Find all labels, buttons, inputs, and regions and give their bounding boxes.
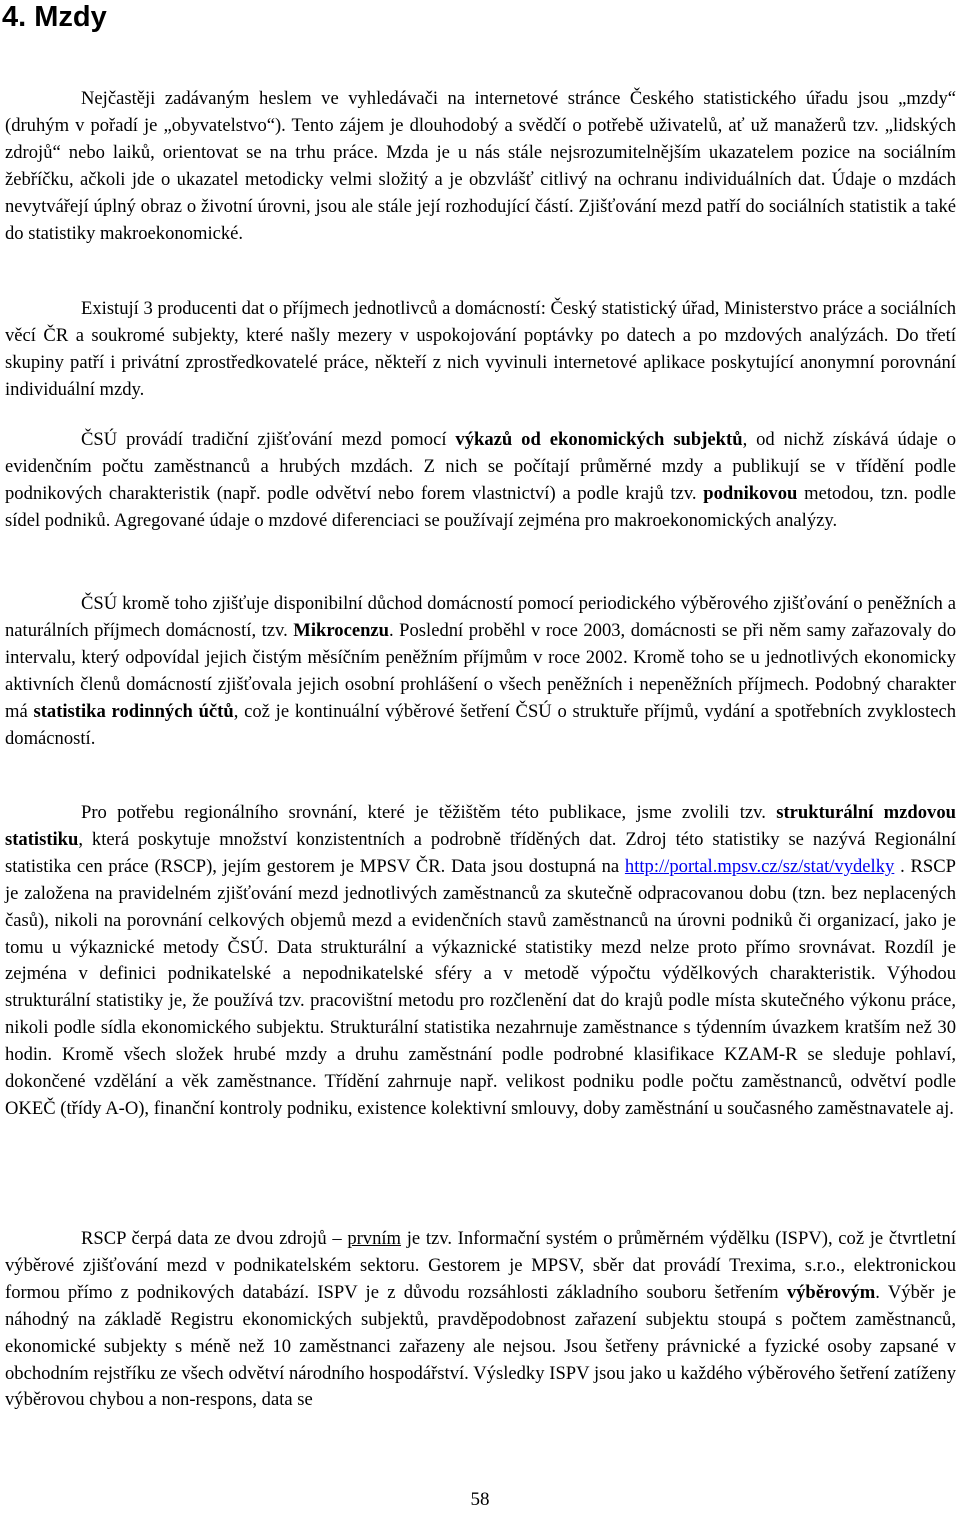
paragraph-csu-wage-survey (5, 427, 956, 535)
text-run: metodou, tzn. podle sídel podniků. Agregované údaje o mzdové diferenciaci se používají zejména pro makroekonomických analýzy. (5, 482, 956, 531)
paragraph-rscp-sources (5, 1226, 956, 1414)
text-run: . Výběr je náhodný na základě Registru ekonomických subjektů, pravděpodobnost zařazení subjektu stoupá s počtem zaměstnanců, ekonomické subjekty s méně než 10 zaměstnanci zařazeny ale nejsou. Jsou šetřeny právnické a fyzické osoby zapsané v obchodním rejstříku ze všech odvětví národního hospodářství. Výsledky ISPV jsou jako u každého výběrového šetření zatíženy výběrovou chybou a non-respons, data se (5, 1281, 956, 1411)
paragraph-microcensus (5, 591, 956, 752)
text-run: , od nichž získává údaje o evidenčním počtu zaměstnanců a hrubých mzdách. Z nich se počítají průměrné mzdy a publikují se v třídění podle podnikových charakteristik (např. podle odvětví nebo forem vlastnictví) a podle krajů tzv. (5, 429, 957, 504)
text-run: , což je kontinuální výběrové šetření ČSÚ o struktuře příjmů, vydání a spotřebních zvyklostech domácností. (5, 700, 957, 749)
paragraph-data-producers: Existují 3 producenti dat o příjmech jednotlivců a domácností: Český statistický úřad, Ministerstvo práce a sociálních věcí ČR a soukromé subjekty, které našly mezery v uspokojování poptávky po datech a po mzdových analýzách. Do třetí skupiny patří i privátní zprostředkovatelé práce, někteří z nich vyvinuli internetové aplikace poskytující anonymní porovnání individuální mzdy. (5, 298, 956, 400)
mpsv-portal-link[interactable]: http://portal.mpsv.cz/sz/stat/vydelky (624, 855, 895, 877)
text-run: . RSCP je založena na pravidelném zjišťování mezd jednotlivých zaměstnanců za skutečně odpracovanou dobu (tzn. bez neplacených časů), nikoli na porovnání celkových objemů mezd a evidenčních stavů zaměstnanců na úrovni podniků či organizací, jako je tomu u výkaznické metody ČSÚ. Data strukturální a výkaznické statistiky mezd nelze proto přímo srovnávat. Rozdíl je zejména v definici podnikatelské a nepodnikatelské sféry a v metodě výpočtu výdělkových charakteristik. Výhodou strukturální statistiky je, že používá tzv. pracovištní metodu pro rozčlenění dat do krajů podle místa skutečného výkonu práce, nikoli podle sídla ekonomického subjektu. Strukturální statistika nezahrnuje zaměstnance s týdenním úvazkem kratším než 30 hodin. Kromě všech složek hrubé mzdy a druhu zaměstnání podle podrobné klasifikace KZAM-R se sleduje pohlaví, dokončené vzdělání a věk zaměstnance. Třídění zahrnuje např. velikost podniku podle počtu zaměstnanců, odvětví podle OKEČ (třídy A-O), finanční kontroly podniku, existence kolektivní smlouvy, doby zaměstnání u současného zaměstnavatele aj. (5, 855, 956, 1119)
paragraph-structural-statistics (5, 800, 956, 1123)
underlined-term-first: prvním (347, 1228, 402, 1249)
bold-term-enterprise-reports: výkazů od ekonomických subjektů (455, 429, 743, 450)
text-run: RSCP čerpá data ze dvou zdrojů – (81, 1228, 348, 1249)
text-run: , která poskytuje množství konzistentních a podrobně tříděných dat. Zdroj této statistiky se nazývá Regionální statistika cen práce (RSCP), jejím gestorem je MPSV ČR. Data jsou dostupná na (5, 828, 956, 877)
text-run: ČSÚ provádí tradiční zjišťování mezd pomocí (81, 429, 456, 450)
text-run: ČSÚ kromě toho zjišťuje disponibilní důchod domácností pomocí periodického výběrového zjišťování o peněžních a naturálních příjmech domácností, tzv. (5, 593, 956, 641)
bold-term-enterprise-method: podnikovou (703, 482, 798, 504)
text-run: je tzv. Informační systém o průměrném výdělku (ISPV), což je čtvrtletní výběrové zjišťování mezd v podnikatelském sektoru. Gestorem je MPSV, sběr dat provádí Trexima, s.r.o., elektronickou formou přímo z podnikových databází. ISPV je z důvodu rozsáhlosti základního souboru šetřením (5, 1228, 956, 1303)
bold-term-microcensus: Mikrocenzu (293, 619, 390, 641)
text-run: Pro potřebu regionálního srovnání, které je těžištěm této publikace, jsme zvolili tzv. (81, 802, 777, 823)
bold-term-structural-wage-statistics: strukturální mzdovou statistiku (5, 802, 956, 850)
bold-term-family-accounts: statistika rodinných účtů (33, 700, 234, 722)
chapter-heading: 4. Mzdy (2, 1, 107, 33)
bold-term-sample-survey: výběrovým (786, 1281, 876, 1303)
page-number: 58 (470, 1489, 490, 1510)
paragraph-search-interest: Nejčastěji zadávaným heslem ve vyhledávači na internetové stránce Českého statistického úřadu jsou „mzdy“ (druhým v pořadí je „obyvatelstvo“). Tento zájem je dlouhodobý a svědčí o potřebě uživatelů, ať už manažerů tzv. „lidských zdrojů“ nebo laiků, orientovat se na trhu práce. Mzda je u nás stále nejsrozumitelnějším ukazatelem pozice na sociálním žebříčku, ačkoli jde o ukazatel metodicky velmi složitý a je obzvlášť citlivý na ochranu individuálních dat. Údaje o mzdách nevytvářejí úplný obraz o životní úrovni, jsou ale stále její rozhodující částí. Zjišťování mezd patří do sociálních statistik a také do statistiky makroekonomické. (5, 88, 956, 244)
text-run: . Poslední proběhl v roce 2003, domácnosti se při něm samy zařazovaly do intervalu, který odpovídal jejich čistým měsíčním peněžním příjmům v roce 2002. Kromě toho se u jednotlivých ekonomicky aktivních členů domácností zjišťovala jejich osobní prohlášení o všech peněžních i nepeněžních příjmech. Podobný charakter má (5, 619, 956, 722)
